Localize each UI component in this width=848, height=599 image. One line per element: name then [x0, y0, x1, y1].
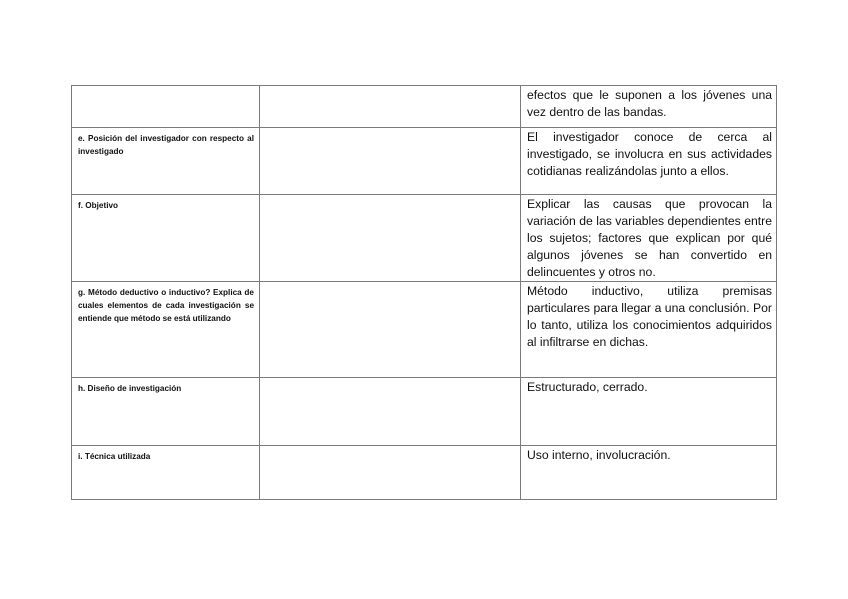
table-row: [72, 86, 777, 128]
row-label-cell: e. Posición del investigador con respecto al investigado: [72, 128, 260, 195]
middle-cell: [260, 282, 521, 378]
row-label-cell: [72, 86, 260, 128]
table-row: [72, 128, 777, 195]
row-label-cell: f. Objetivo: [72, 195, 260, 282]
table-row: [72, 195, 777, 282]
answer-cell: El investigador conoce de cerca al investigado, se involucra en sus actividades cotidianas realizándolas junto a ellos.: [521, 128, 777, 195]
answer-cell: Explicar las causas que provocan la variación de las variables dependientes entre los sujetos; factores que explican por qué algunos jóvenes se han convertido en delincuentes y otros no.: [521, 195, 777, 282]
answer-cell: Método inductivo, utiliza premisas particulares para llegar a una conclusión. Por lo tanto, utiliza los conocimientos adquiridos al infiltrarse en dichas.: [521, 282, 777, 378]
row-label-cell: g. Método deductivo o inductivo? Explica de cuales elementos de cada investigación se entiende que método se está utilizando: [72, 282, 260, 378]
answer-cell: Uso interno, involucración.: [521, 446, 777, 500]
middle-cell: [260, 195, 521, 282]
row-label-cell: i. Técnica utilizada: [72, 446, 260, 500]
answer-cell: Estructurado, cerrado.: [521, 378, 777, 446]
row-label-cell: h. Diseño de investigación: [72, 378, 260, 446]
middle-cell: [260, 378, 521, 446]
answer-cell: efectos que le suponen a los jóvenes una vez dentro de las bandas.: [521, 86, 777, 128]
table-row: [72, 282, 777, 378]
middle-cell: [260, 86, 521, 128]
middle-cell: [260, 128, 521, 195]
middle-cell: [260, 446, 521, 500]
table-row: [72, 446, 777, 500]
research-comparison-table: [71, 85, 777, 500]
table-row: [72, 378, 777, 446]
